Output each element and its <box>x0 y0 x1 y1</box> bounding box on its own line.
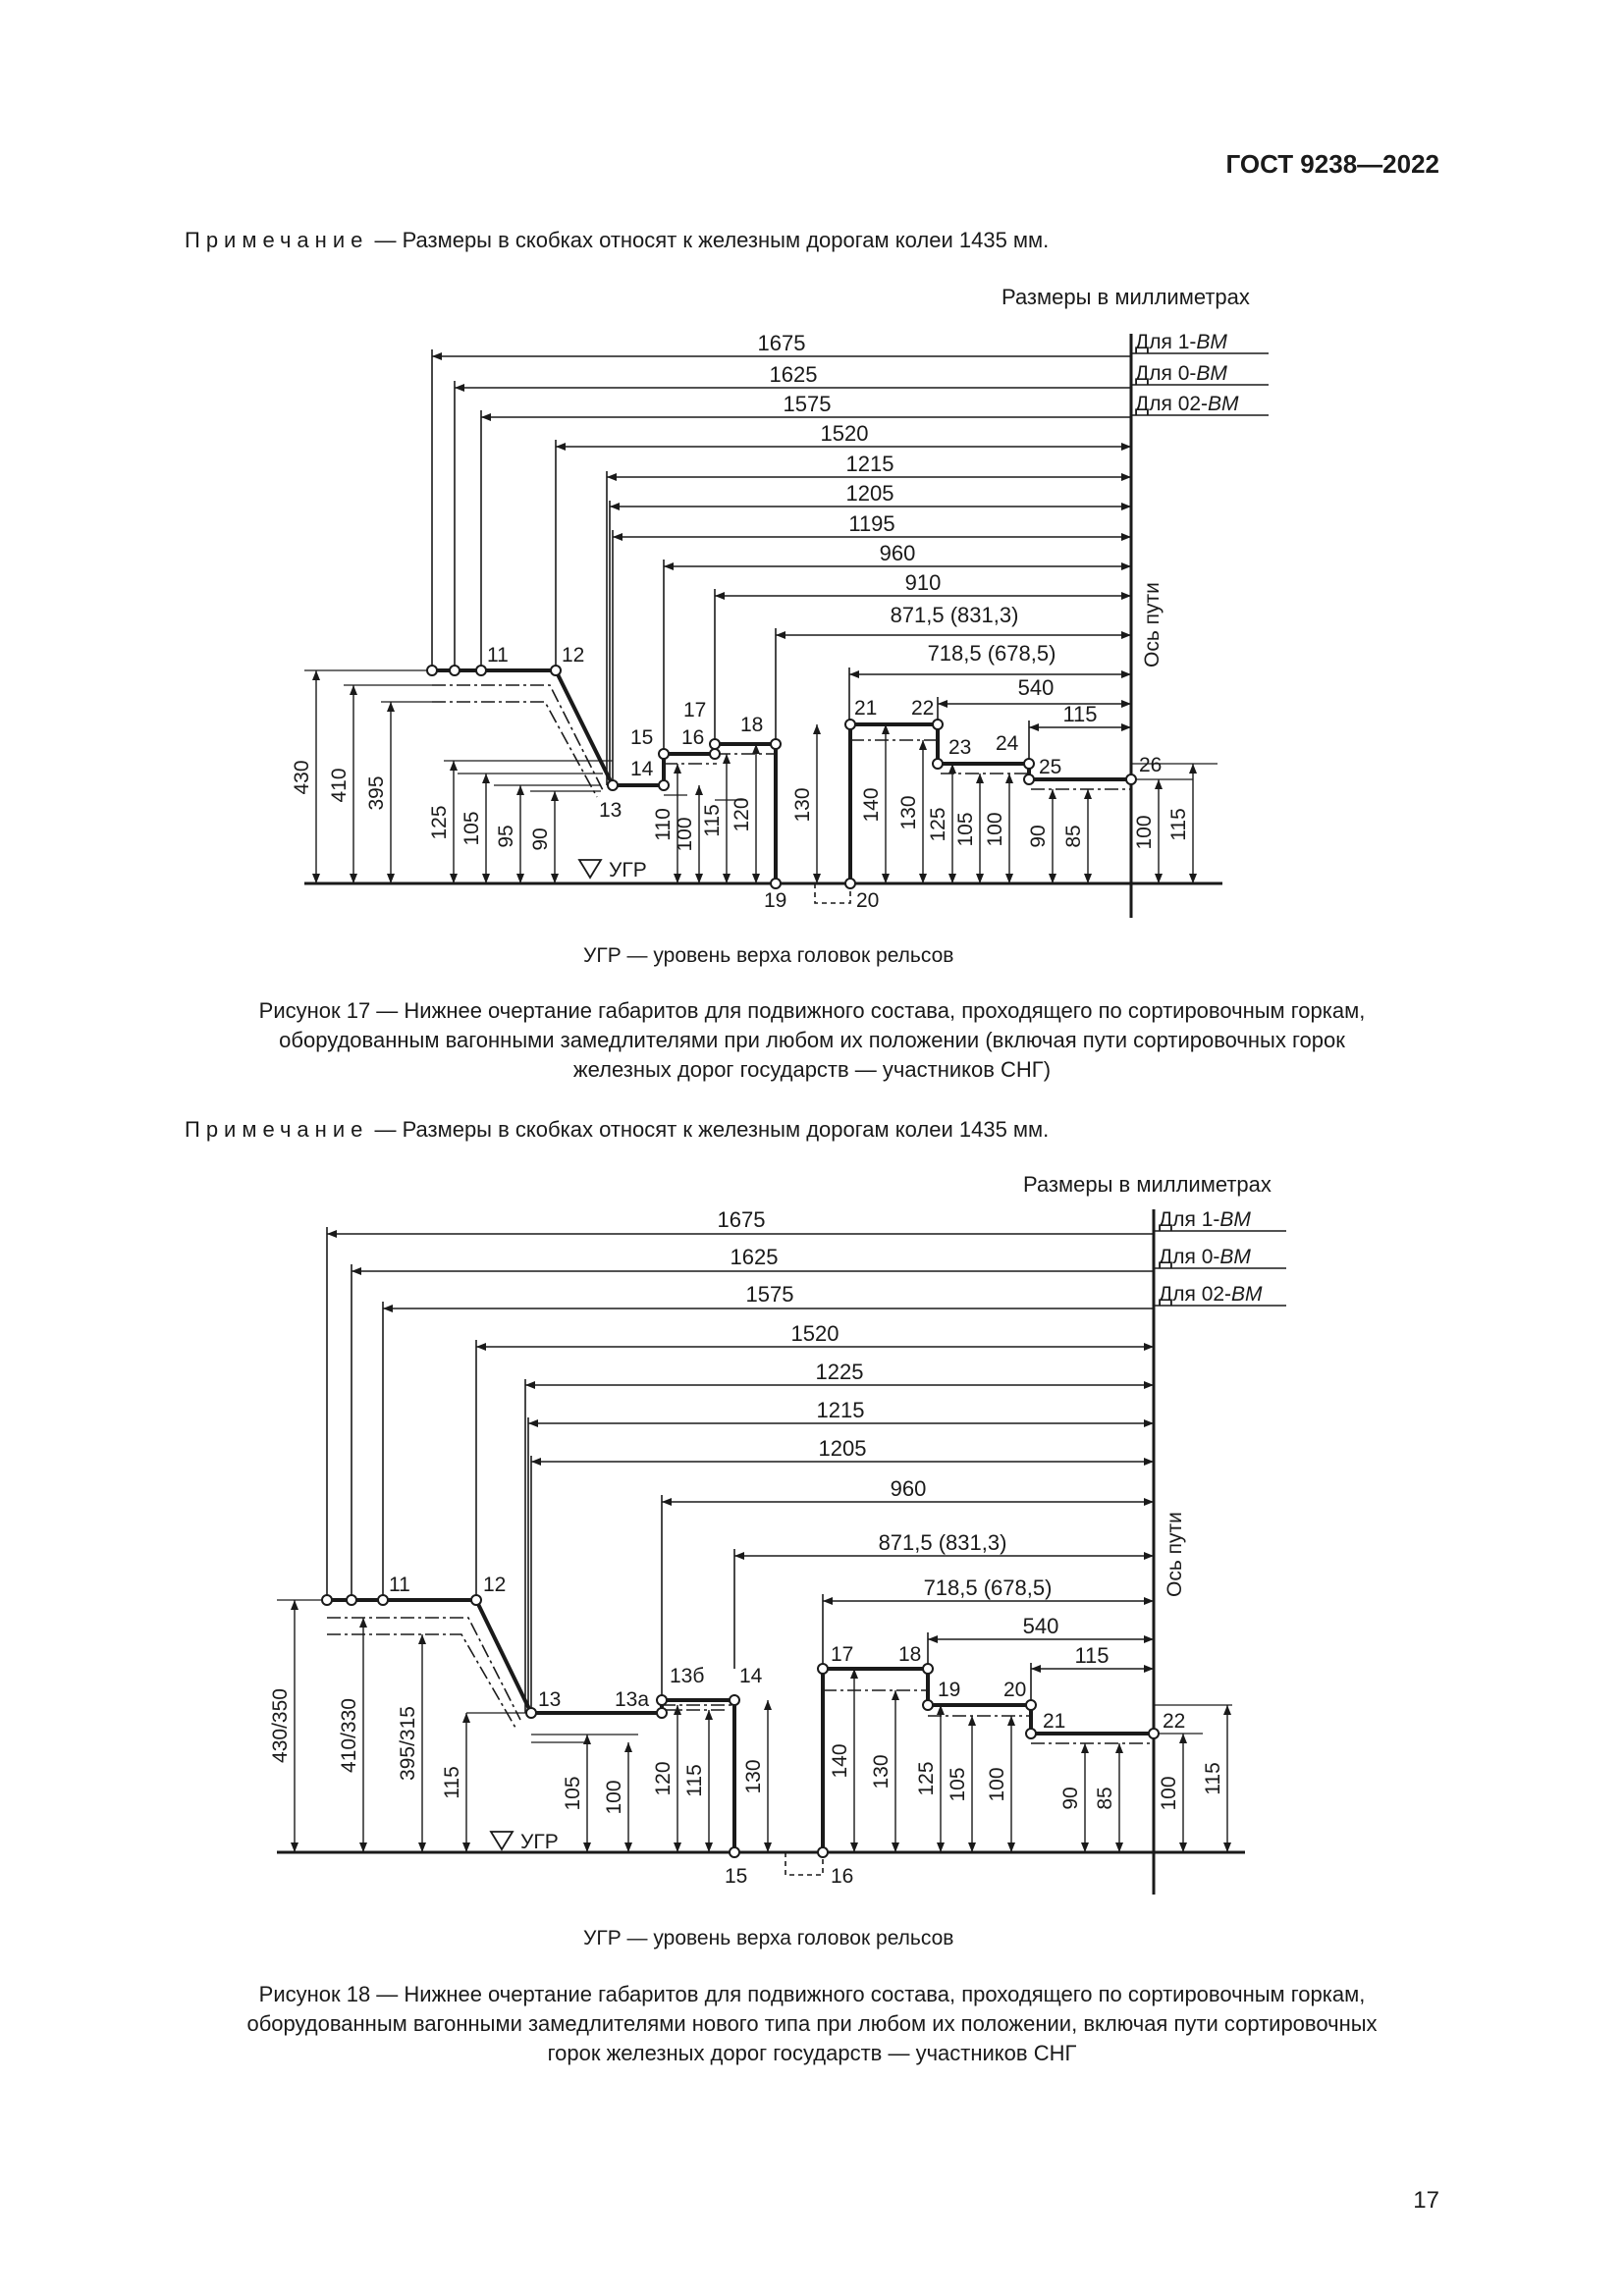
point-label: 15 <box>725 1865 748 1888</box>
hdim-label: 1675 <box>757 331 806 355</box>
point-marker <box>818 1847 828 1857</box>
point-marker <box>657 1708 667 1718</box>
hdim-label: 1225 <box>815 1360 864 1384</box>
vm1-label: Для 1-ВМ <box>1135 331 1227 353</box>
vdim-label: 140 <box>829 1743 851 1779</box>
point-marker <box>818 1664 828 1674</box>
hdim-label: 960 <box>890 1476 927 1501</box>
hdim-label: 871,5 (831,3) <box>878 1530 1007 1555</box>
vdim-label: 110 <box>652 808 675 841</box>
point-label: 22 <box>1163 1710 1186 1733</box>
vdim-label: 85 <box>1094 1787 1116 1810</box>
point-marker <box>933 720 943 729</box>
vdim-label: 410 <box>328 768 351 803</box>
caption-line: железных дорог государств — участников СНГ) <box>572 1057 1052 1082</box>
point-marker <box>1026 1700 1036 1710</box>
point-marker <box>771 739 781 749</box>
vdim-label: 95 <box>495 825 517 848</box>
point-marker <box>526 1708 536 1718</box>
vdim-label: 125 <box>428 805 451 840</box>
point-marker <box>710 749 720 759</box>
point-label: 16 <box>831 1865 854 1888</box>
hdim-label: 871,5 (831,3) <box>890 603 1019 627</box>
point-label: 21 <box>854 697 878 720</box>
point-marker <box>608 780 618 790</box>
vdim-label: 430/350 <box>269 1688 292 1763</box>
point-marker <box>730 1695 739 1705</box>
note-text: — Размеры в скобках относят к железным дорогам колеи 1435 мм. <box>368 228 1050 252</box>
caption-line: Рисунок 17 — Нижнее очертание габаритов для подвижного состава, проходящего по сортировочным горкам, <box>258 998 1366 1023</box>
hdim-label: 1215 <box>845 452 894 476</box>
caption-fig18 <box>108 1980 1516 2068</box>
axis-label: Ось пути <box>1164 1512 1186 1597</box>
vdim-label: 100 <box>603 1780 625 1815</box>
point-marker <box>933 759 943 769</box>
vdim-label: 130 <box>897 795 920 830</box>
vdim-label: 105 <box>460 811 483 846</box>
vdim-label: 115 <box>1167 808 1190 841</box>
ugr-triangle-icon <box>579 860 601 878</box>
vdim-label: 115 <box>683 1764 706 1797</box>
vdim-label: 100 <box>984 812 1006 847</box>
point-label: 17 <box>683 699 707 721</box>
vdim-label: 90 <box>1059 1787 1082 1810</box>
vdim-label: 115 <box>701 804 724 837</box>
hdim-label: 1520 <box>790 1321 839 1346</box>
point-marker <box>710 739 720 749</box>
vdim-label: 115 <box>441 1766 463 1799</box>
point-label: 24 <box>996 732 1019 755</box>
point-label: 19 <box>764 889 787 912</box>
hdim-label: 1575 <box>783 392 832 416</box>
units-label-fig17: Размеры в миллиметрах <box>1001 285 1250 309</box>
note-fig17 <box>185 228 1049 253</box>
figure-18-drawing <box>0 1198 1624 1904</box>
standard-number: ГОСТ 9238—2022 <box>1225 149 1439 179</box>
point-marker <box>551 666 561 675</box>
note-fig18 <box>185 1117 1049 1143</box>
hdim-label: 1625 <box>730 1245 779 1269</box>
point-label: 12 <box>562 644 585 667</box>
point-label: 26 <box>1139 754 1163 776</box>
point-label: 22 <box>911 697 935 720</box>
caption-line: оборудованным вагонными замедлителями при любом их положении (включая пути сортировочных горок <box>279 1028 1345 1052</box>
point-marker <box>1149 1729 1159 1738</box>
vdim-label: 105 <box>562 1776 584 1811</box>
note-text: — Размеры в скобках относят к железным дорогам колеи 1435 мм. <box>368 1117 1050 1142</box>
point-marker <box>471 1595 481 1605</box>
vdim-label: 130 <box>791 787 814 823</box>
point-label: 11 <box>487 644 509 667</box>
vm1-label: Для 1-ВМ <box>1159 1208 1251 1231</box>
point-marker <box>923 1700 933 1710</box>
caption-fig17 <box>108 996 1516 1085</box>
point-marker <box>730 1847 739 1857</box>
vdim-label: 430 <box>291 760 313 795</box>
point-label: 18 <box>898 1643 922 1666</box>
note-lead: Примечание <box>185 1117 369 1142</box>
caption-line: горок железных дорог государств — участников СНГ <box>547 2041 1077 2065</box>
point-label: 15 <box>630 726 654 749</box>
point-label: 11 <box>389 1574 410 1596</box>
point-label: 19 <box>938 1679 961 1701</box>
point-marker <box>427 666 437 675</box>
vdim-label: 100 <box>1133 815 1156 850</box>
vdim-label: 410/330 <box>338 1698 360 1773</box>
point-label: 14 <box>739 1665 763 1687</box>
vdim-label: 85 <box>1062 825 1085 848</box>
point-label: 13б <box>670 1665 705 1687</box>
legend-fig18: УГР — уровень верха головок рельсов <box>583 1927 954 1949</box>
vdim-label: 100 <box>1158 1776 1180 1811</box>
legend-fig17: УГР — уровень верха головок рельсов <box>583 944 954 967</box>
ugr-triangle-icon <box>491 1832 513 1849</box>
hdim-label: 115 <box>1074 1643 1110 1668</box>
vdim-label: 90 <box>529 828 552 851</box>
vdim-label: 105 <box>947 1767 969 1802</box>
hdim-label: 540 <box>1022 1614 1059 1638</box>
point-marker <box>322 1595 332 1605</box>
vdim-label: 395 <box>365 775 388 811</box>
hdim-label: 1205 <box>818 1436 867 1461</box>
vdim-label: 90 <box>1027 825 1050 848</box>
hdim-label: 540 <box>1017 675 1055 700</box>
vdim-label: 120 <box>731 797 753 832</box>
ugr-label: УГР <box>520 1831 559 1853</box>
vdim-label: 125 <box>927 807 949 842</box>
point-label: 13 <box>599 799 623 822</box>
vm0-label: Для 0-ВМ <box>1135 362 1227 385</box>
point-marker <box>1026 1729 1036 1738</box>
point-marker <box>1024 774 1034 784</box>
hdim-label: 718,5 (678,5) <box>927 641 1056 666</box>
vdim-label: 395/315 <box>397 1706 419 1781</box>
hdim-label: 718,5 (678,5) <box>923 1575 1053 1600</box>
point-label: 17 <box>831 1643 854 1666</box>
point-marker <box>1024 759 1034 769</box>
hdim-label: 1205 <box>845 481 894 506</box>
point-label: 23 <box>948 736 972 759</box>
point-marker <box>378 1595 388 1605</box>
point-label: 25 <box>1039 756 1062 778</box>
caption-line: оборудованным вагонными замедлителями нового типа при любом их положении, включая пути сортировочных <box>246 2011 1378 2036</box>
point-label: 21 <box>1043 1710 1066 1733</box>
vdim-label: 125 <box>915 1761 938 1796</box>
page-number: 17 <box>1413 2187 1439 2214</box>
axis-label: Ось пути <box>1141 582 1164 667</box>
point-label: 16 <box>681 726 705 749</box>
units-label-fig18: Размеры в миллиметрах <box>1023 1172 1272 1197</box>
point-label: 14 <box>630 758 654 780</box>
point-marker <box>845 720 855 729</box>
ugr-label: УГР <box>609 859 647 881</box>
hdim-label: 1575 <box>745 1282 794 1307</box>
point-label: 13 <box>538 1688 562 1711</box>
note-lead: Примечание <box>185 228 369 252</box>
point-label: 18 <box>740 714 764 736</box>
hdim-label: 910 <box>904 570 942 595</box>
hdim-label: 1215 <box>816 1398 865 1422</box>
point-label: 20 <box>856 889 880 912</box>
vm0-label: Для 0-ВМ <box>1159 1246 1251 1268</box>
vdim-label: 130 <box>742 1759 765 1794</box>
vdim-label: 100 <box>986 1767 1008 1802</box>
vm02-label: Для 02-ВМ <box>1135 393 1239 415</box>
vdim-label: 105 <box>954 812 977 847</box>
point-marker <box>347 1595 356 1605</box>
point-marker <box>659 749 669 759</box>
figure-17-drawing <box>0 324 1624 933</box>
vm02-label: Для 02-ВМ <box>1159 1283 1263 1306</box>
point-marker <box>476 666 486 675</box>
vdim-label: 100 <box>674 817 696 852</box>
point-marker <box>845 879 855 888</box>
point-marker <box>771 879 781 888</box>
point-marker <box>657 1695 667 1705</box>
caption-line: Рисунок 18 — Нижнее очертание габаритов для подвижного состава, проходящего по сортировочным горкам, <box>258 1982 1366 2006</box>
vdim-label: 115 <box>1202 1762 1224 1795</box>
vdim-label: 130 <box>870 1754 893 1789</box>
hdim-label: 115 <box>1062 702 1098 726</box>
vdim-label: 120 <box>652 1761 675 1796</box>
hdim-label: 1520 <box>820 421 869 446</box>
hdim-label: 1195 <box>848 511 895 536</box>
hdim-label: 1625 <box>769 362 818 387</box>
hdim-label: 960 <box>879 541 916 565</box>
point-label: 13а <box>615 1688 650 1711</box>
point-marker <box>1126 774 1136 784</box>
point-marker <box>659 780 669 790</box>
point-marker <box>450 666 460 675</box>
point-label: 20 <box>1003 1679 1027 1701</box>
hdim-label: 1675 <box>717 1207 766 1232</box>
vdim-label: 140 <box>860 787 883 823</box>
point-label: 12 <box>483 1574 507 1596</box>
point-marker <box>923 1664 933 1674</box>
